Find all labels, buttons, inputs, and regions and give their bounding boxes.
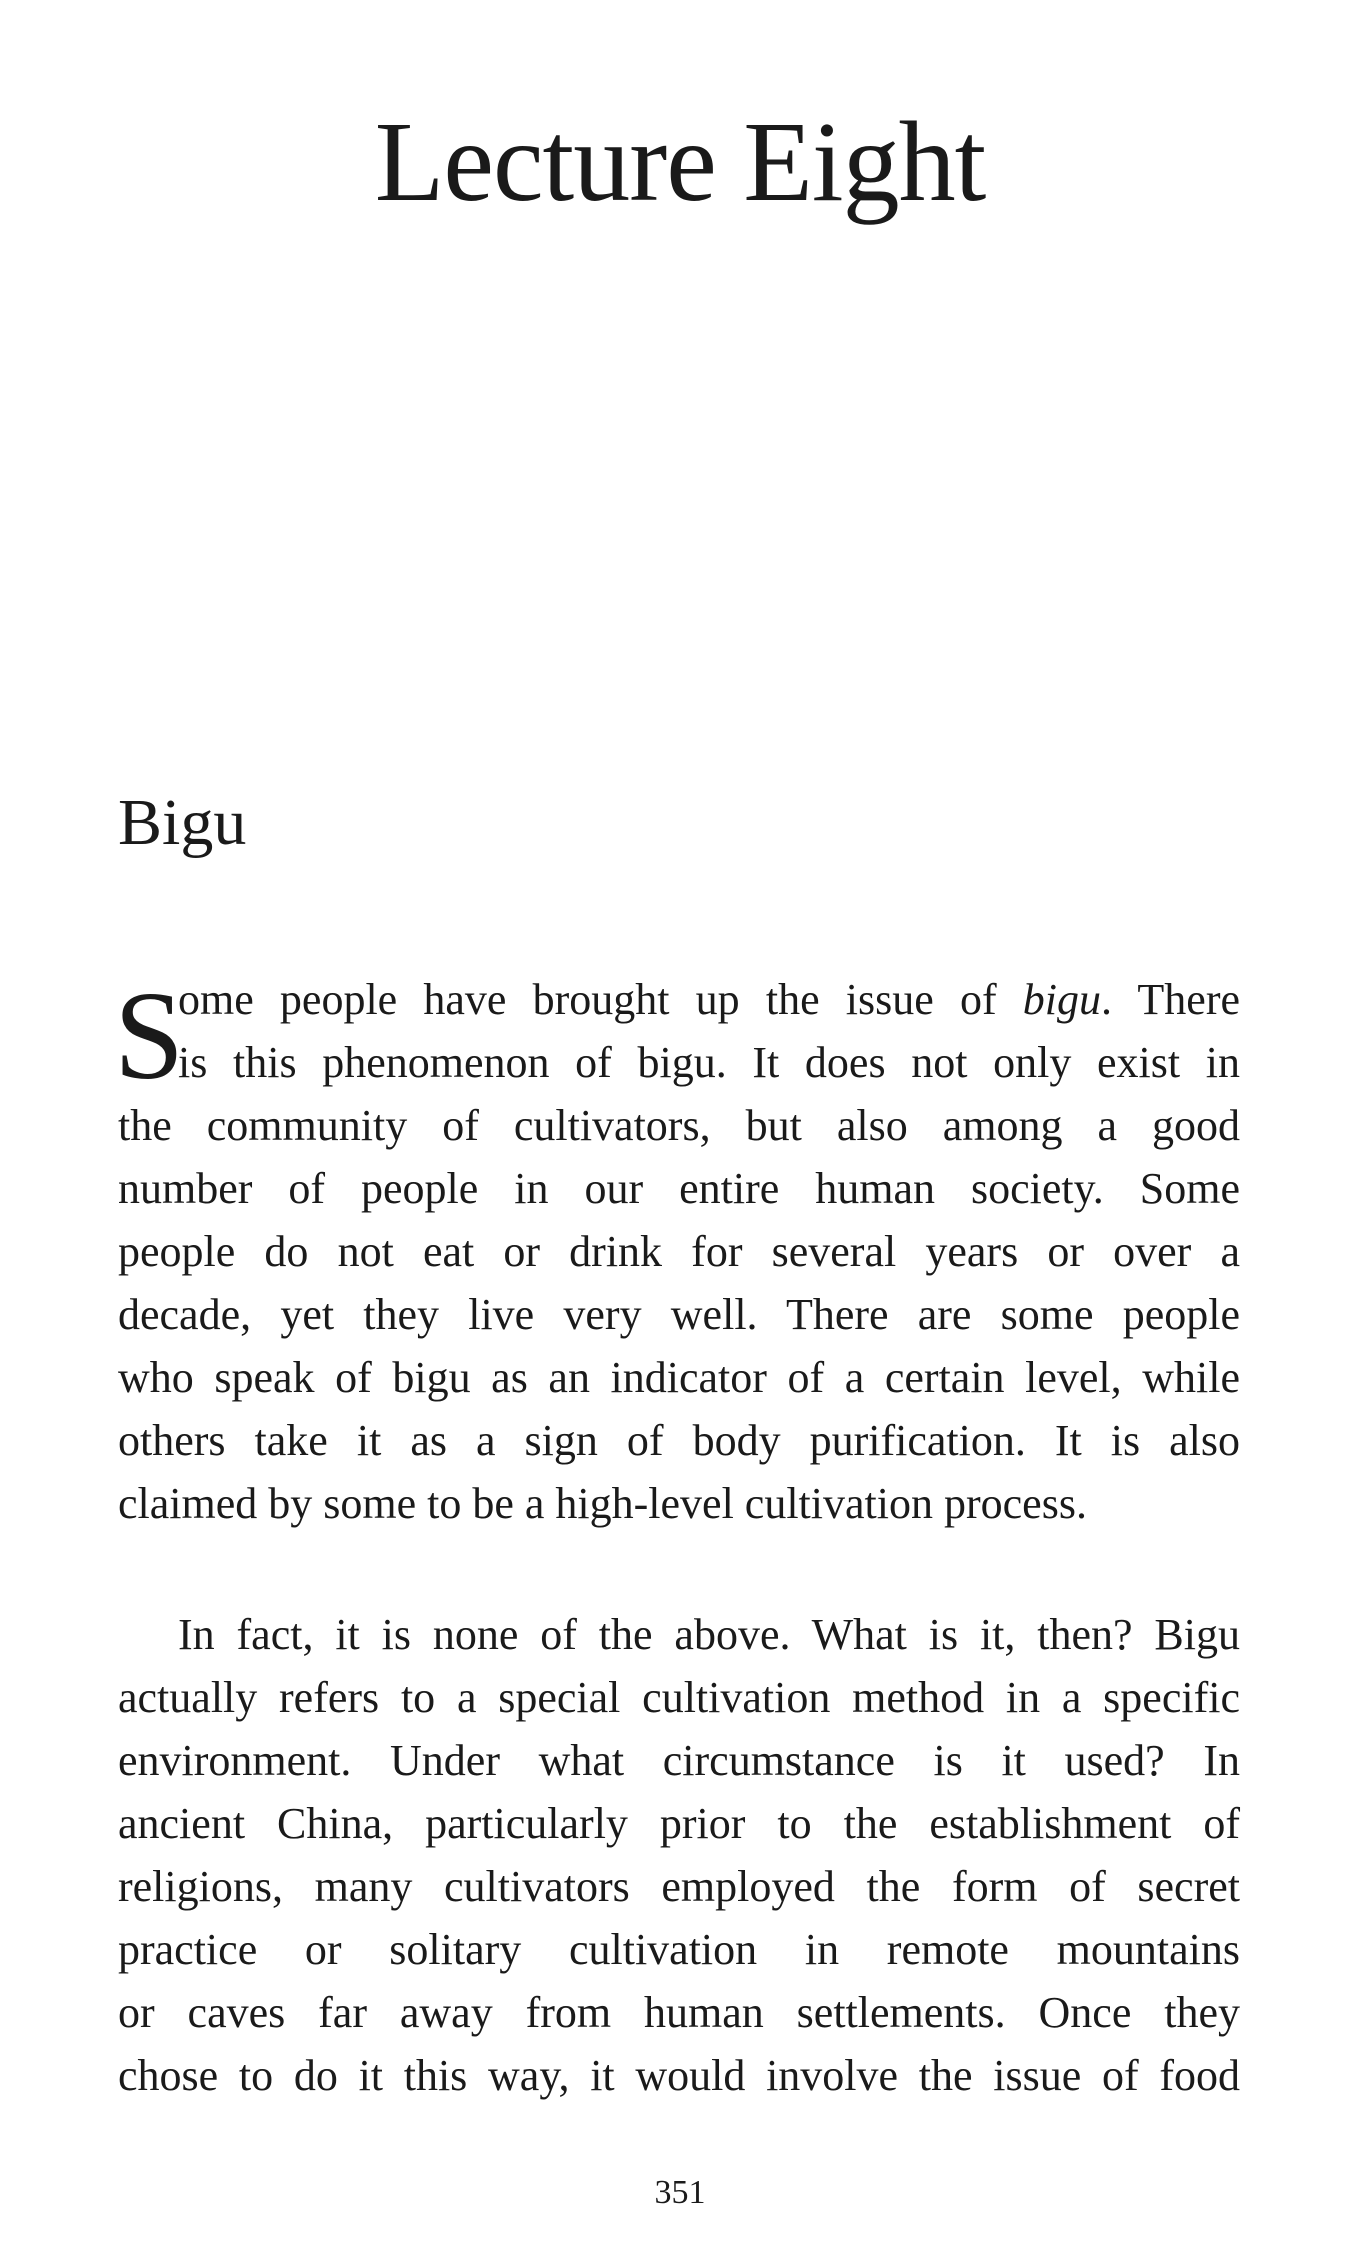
chapter-title: Lecture Eight [374, 98, 986, 225]
paragraph-1 [114, 967, 1240, 1535]
page-number: 351 [654, 2174, 706, 2211]
italic-term: bigu [1022, 975, 1102, 1024]
section-heading: Bigu [118, 786, 247, 859]
paragraph-1-line-5: people do not eat or drink for several years or over a [118, 1227, 1240, 1276]
paragraph-1-line-4: number of people in our entire human society. Some [118, 1164, 1240, 1213]
drop-cap: S [114, 967, 185, 1106]
paragraph-2-line-4: ancient China, particularly prior to the establishment of [118, 1799, 1240, 1848]
line-text: ome people have brought up the issue of [178, 975, 1023, 1024]
paragraph-2-line-7: or caves far away from human settlements. Once they [118, 1988, 1240, 2037]
paragraph-2-line-8: chose to do it this way, it would involve the issue of food [118, 2051, 1240, 2100]
paragraph-2-line-6: practice or solitary cultivation in remote mountains [118, 1925, 1240, 1974]
paragraph-1-line-7: who speak of bigu as an indicator of a certain level, while [118, 1353, 1240, 1402]
paragraph-2-line-1: In fact, it is none of the above. What is it, then? Bigu [178, 1610, 1240, 1659]
paragraph-1-line-8: others take it as a sign of body purification. It is also [118, 1416, 1240, 1465]
paragraph-2 [118, 1603, 1240, 2107]
paragraph-2-line-3: environment. Under what circumstance is it used? In [118, 1736, 1240, 1785]
paragraph-1-line-9: claimed by some to be a high-level cultivation process. [118, 1479, 1087, 1528]
line-text: . There [1101, 975, 1240, 1024]
paragraph-1-line-2: is this phenomenon of bigu. It does not only exist in [178, 1038, 1240, 1087]
paragraph-1-line-6: decade, yet they live very well. There are some people [118, 1290, 1240, 1339]
paragraph-2-line-5: religions, many cultivators employed the form of secret [118, 1862, 1240, 1911]
paragraph-1-line-3: the community of cultivators, but also among a good [118, 1101, 1240, 1150]
paragraph-2-line-2: actually refers to a special cultivation method in a specific [118, 1673, 1240, 1722]
